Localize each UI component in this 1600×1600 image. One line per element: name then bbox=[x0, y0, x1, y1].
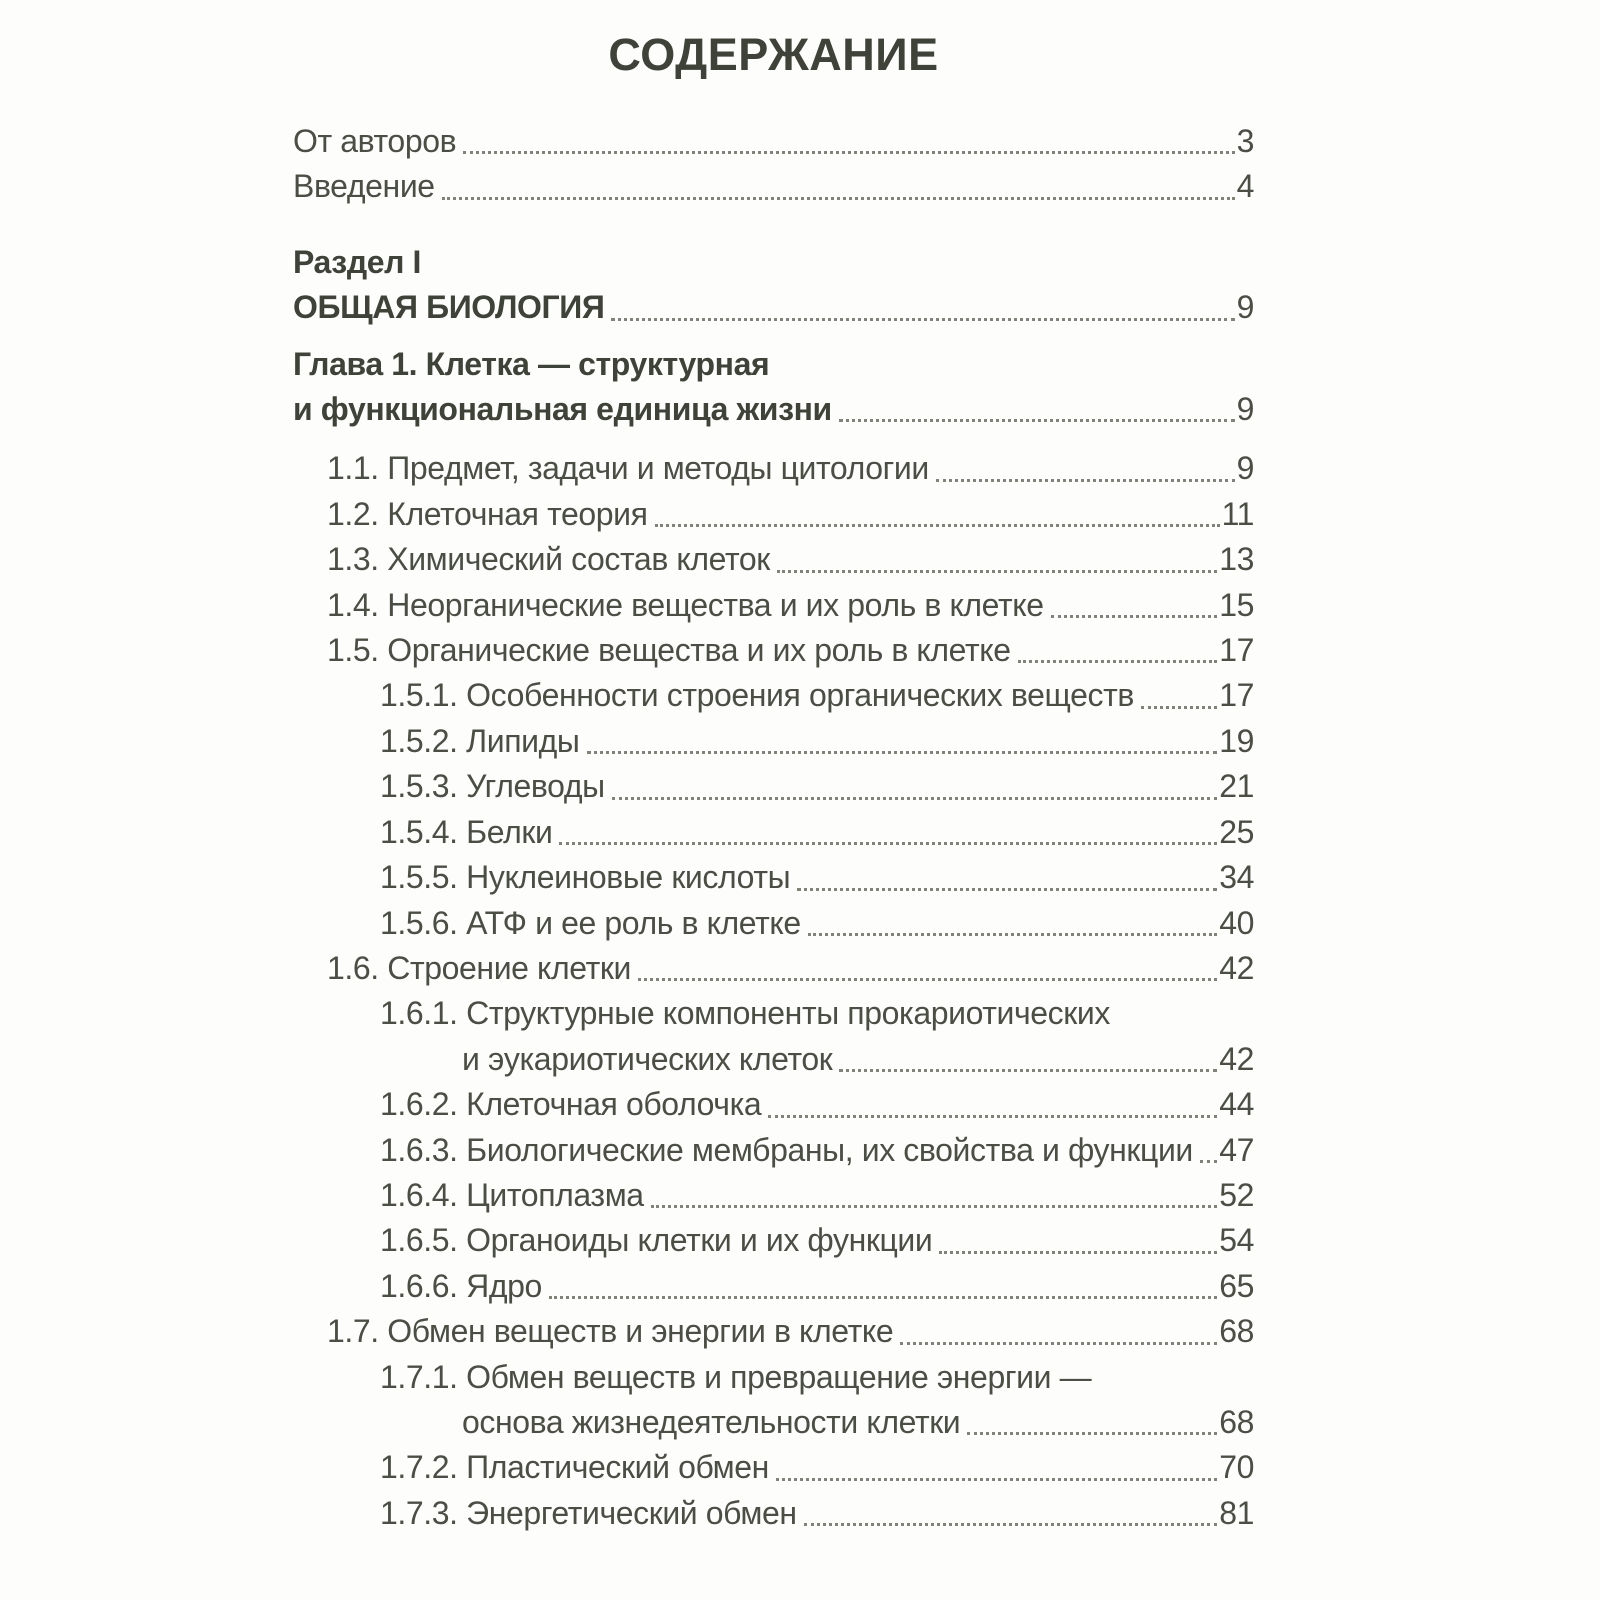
toc-dot-leader bbox=[1051, 615, 1218, 618]
toc-dot-leader bbox=[638, 978, 1217, 981]
toc-page-number: 54 bbox=[1219, 1222, 1254, 1259]
toc-page-number: 4 bbox=[1236, 168, 1254, 205]
toc-page-number: 21 bbox=[1219, 768, 1254, 805]
toc-page-number: 15 bbox=[1219, 586, 1254, 623]
toc-entry-label: 1.6.2. Клеточная оболочка bbox=[380, 1086, 762, 1123]
toc-entry bbox=[293, 991, 1254, 1036]
toc-page-number: 42 bbox=[1219, 949, 1254, 986]
toc-entry-label: и эукариотических клеток bbox=[462, 1040, 833, 1077]
toc-entry bbox=[293, 946, 1254, 991]
toc-entry bbox=[293, 119, 1254, 164]
toc-entry-label: основа жизнедеятельности клетки bbox=[462, 1403, 961, 1440]
toc-dot-leader bbox=[1018, 660, 1218, 663]
toc-entry-label: 1.5. Органические вещества и их роль в клетке bbox=[327, 632, 1011, 669]
toc-entry bbox=[293, 1128, 1254, 1173]
toc-entry-label: 1.6. Строение клетки bbox=[327, 949, 631, 986]
toc-entry bbox=[293, 492, 1254, 537]
toc-page-number: 9 bbox=[1236, 450, 1254, 487]
toc-page-number: 9 bbox=[1236, 391, 1254, 428]
toc-entry bbox=[293, 1491, 1254, 1536]
toc-dot-leader bbox=[442, 197, 1235, 200]
toc-entry bbox=[293, 719, 1254, 764]
toc-entry bbox=[293, 673, 1254, 718]
toc-dot-leader bbox=[587, 751, 1218, 754]
toc-entry-label: Введение bbox=[293, 168, 435, 205]
toc-dot-leader bbox=[839, 1069, 1217, 1072]
toc-entry-label: 1.6.5. Органоиды клетки и их функции bbox=[380, 1222, 933, 1259]
toc-entry bbox=[293, 855, 1254, 900]
toc-entry-label: Глава 1. Клетка — структурная bbox=[293, 345, 770, 382]
toc-dot-leader bbox=[900, 1342, 1217, 1345]
toc-page-number: 47 bbox=[1219, 1131, 1254, 1168]
toc-entry bbox=[293, 901, 1254, 946]
toc-dot-leader bbox=[777, 570, 1217, 573]
toc-entry-label: Раздел I bbox=[293, 243, 422, 280]
toc-entry-label: 1.6.6. Ядро bbox=[380, 1267, 542, 1304]
toc-entry bbox=[293, 1445, 1254, 1490]
toc-entry bbox=[293, 537, 1254, 582]
toc-dot-leader bbox=[611, 318, 1234, 321]
toc-entry bbox=[293, 1037, 1254, 1082]
toc-entry-label: 1.5.3. Углеводы bbox=[380, 768, 605, 805]
toc-entry bbox=[293, 1173, 1254, 1218]
toc-entry bbox=[293, 628, 1254, 673]
toc-page-number: 11 bbox=[1221, 495, 1254, 532]
toc-dot-leader bbox=[1200, 1160, 1217, 1163]
toc-entry-label: 1.4. Неорганические вещества и их роль в клетке bbox=[327, 586, 1044, 623]
toc-entry-label: и функциональная единица жизни bbox=[293, 391, 832, 428]
toc-page-number: 42 bbox=[1219, 1040, 1254, 1077]
toc-entry-label: 1.5.4. Белки bbox=[380, 813, 553, 850]
toc-dot-leader bbox=[776, 1478, 1217, 1481]
toc-entry bbox=[293, 387, 1254, 432]
toc-dot-leader bbox=[936, 479, 1235, 482]
page-title: СОДЕРЖАНИЕ bbox=[608, 29, 939, 80]
toc-content bbox=[293, 30, 1254, 1536]
toc-page-number: 34 bbox=[1219, 859, 1254, 896]
toc-entry-label: 1.7.1. Обмен веществ и превращение энергии — bbox=[380, 1358, 1092, 1395]
toc-page-number: 17 bbox=[1219, 677, 1254, 714]
toc-list bbox=[293, 119, 1254, 1536]
toc-entry bbox=[293, 1264, 1254, 1309]
toc-page-number: 65 bbox=[1219, 1267, 1254, 1304]
toc-entry bbox=[293, 1082, 1254, 1127]
toc-page-number: 13 bbox=[1219, 541, 1254, 578]
toc-entry-label: 1.6.4. Цитоплазма bbox=[380, 1176, 644, 1213]
toc-dot-leader bbox=[549, 1296, 1217, 1299]
toc-entry bbox=[293, 240, 1254, 285]
toc-dot-leader bbox=[651, 1205, 1218, 1208]
toc-entry-label: 1.5.6. АТФ и ее роль в клетке bbox=[380, 904, 801, 941]
toc-dot-leader bbox=[797, 888, 1217, 891]
toc-dot-leader bbox=[768, 1115, 1217, 1118]
toc-entry-label: 1.1. Предмет, задачи и методы цитологии bbox=[327, 450, 929, 487]
toc-dot-leader bbox=[939, 1251, 1217, 1254]
toc-entry bbox=[293, 1309, 1254, 1354]
toc-page-number: 17 bbox=[1219, 632, 1254, 669]
toc-entry-label: 1.7.3. Энергетический обмен bbox=[380, 1494, 797, 1531]
toc-entry bbox=[293, 1355, 1254, 1400]
toc-entry-label: 1.7. Обмен веществ и энергии в клетке bbox=[327, 1313, 894, 1350]
toc-entry bbox=[293, 1218, 1254, 1263]
toc-entry-label: 1.5.1. Особенности строения органических веществ bbox=[380, 677, 1134, 714]
toc-entry-label: 1.6.1. Структурные компоненты прокариотических bbox=[380, 995, 1110, 1032]
toc-page-number: 68 bbox=[1219, 1313, 1254, 1350]
toc-dot-leader bbox=[655, 524, 1220, 527]
toc-entry-label: От авторов bbox=[293, 123, 457, 159]
toc-page-number: 19 bbox=[1219, 722, 1254, 759]
toc-dot-leader bbox=[967, 1432, 1217, 1435]
toc-dot-leader bbox=[1141, 706, 1217, 709]
toc-entry-label: ОБЩАЯ БИОЛОГИЯ bbox=[293, 289, 605, 326]
toc-page-number: 52 bbox=[1219, 1176, 1254, 1213]
toc-dot-leader bbox=[839, 419, 1235, 422]
toc-entry-label: 1.6.3. Биологические мембраны, их свойства и функции bbox=[380, 1131, 1193, 1168]
toc-page-number: 3 bbox=[1236, 123, 1254, 159]
toc-entry bbox=[293, 583, 1254, 628]
toc-entry bbox=[293, 446, 1254, 491]
toc-entry-label: 1.7.2. Пластический обмен bbox=[380, 1449, 769, 1486]
toc-page-number: 40 bbox=[1219, 904, 1254, 941]
toc-entry-label: 1.5.5. Нуклеиновые кислоты bbox=[380, 859, 791, 896]
toc-dot-leader bbox=[808, 933, 1217, 936]
toc-page-number: 81 bbox=[1219, 1494, 1254, 1531]
toc-entry-label: 1.5.2. Липиды bbox=[380, 722, 580, 759]
toc-page-number: 9 bbox=[1236, 289, 1254, 326]
toc-page-number: 70 bbox=[1219, 1449, 1254, 1486]
toc-entry-label: 1.2. Клеточная теория bbox=[327, 495, 648, 532]
toc-page-number: 68 bbox=[1219, 1403, 1254, 1440]
toc-dot-leader bbox=[804, 1523, 1218, 1526]
toc-entry bbox=[293, 764, 1254, 809]
toc-entry bbox=[293, 164, 1254, 209]
toc-page-number: 44 bbox=[1219, 1086, 1254, 1123]
toc-entry-label: 1.3. Химический состав клеток bbox=[327, 541, 770, 578]
toc-dot-leader bbox=[612, 797, 1218, 800]
toc-dot-leader bbox=[463, 151, 1234, 154]
toc-entry bbox=[293, 1400, 1254, 1445]
toc-entry bbox=[293, 342, 1254, 387]
toc-entry bbox=[293, 810, 1254, 855]
toc-page-number: 25 bbox=[1219, 813, 1254, 850]
toc-dot-leader bbox=[559, 842, 1217, 845]
toc-entry bbox=[293, 285, 1254, 330]
